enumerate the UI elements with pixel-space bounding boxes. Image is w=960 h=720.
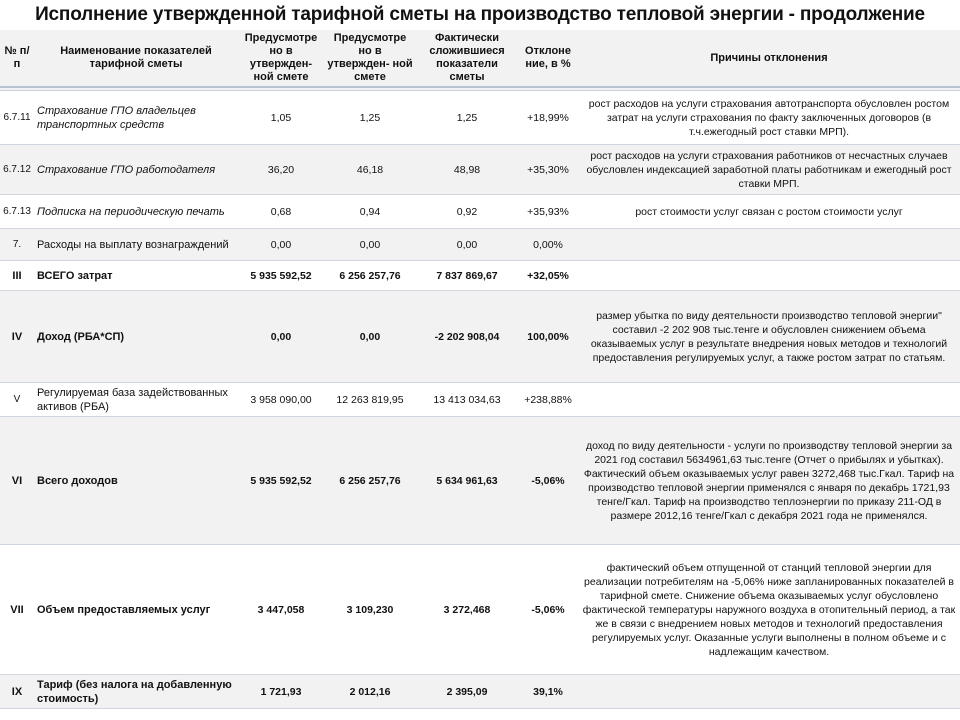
row-deviation: +32,05% xyxy=(518,261,578,291)
row-actual: 0,00 xyxy=(416,229,518,261)
header-planned: Предусмотре но в утвержден- ной смете xyxy=(238,30,324,87)
table-row xyxy=(0,417,960,545)
table-row xyxy=(0,229,960,261)
table-row xyxy=(0,91,960,145)
row-planned: 1,05 xyxy=(238,91,324,145)
row-actual: 5 634 961,63 xyxy=(416,417,518,545)
row-reason: рост стоимости услуг связан с ростом стоимости услуг xyxy=(578,195,960,229)
row-num: VI xyxy=(0,417,34,545)
header-name: Наименование показателей тарифной сметы xyxy=(34,30,238,87)
row-num: V xyxy=(0,383,34,417)
row-actual: 2 395,09 xyxy=(416,675,518,709)
row-planned-2: 46,18 xyxy=(324,145,416,195)
row-reason: рост расходов на услуги страхования автотранспорта обусловлен ростом затрат на услуги страхования по факту заключенных договоров (в т.ч.ежегодный рост ставки МРП). xyxy=(578,91,960,145)
table-row xyxy=(0,291,960,383)
row-name: Тариф (без налога на добавленную стоимость) xyxy=(34,675,238,709)
row-name: Объем предоставляемых услуг xyxy=(34,545,238,675)
row-name: Регулируемая база задействованных активов (РБА) xyxy=(34,383,238,417)
page-title: Исполнение утвержденной тарифной сметы на производство тепловой энергии - продолжение xyxy=(35,4,925,25)
header-reasons: Причины отклонения xyxy=(578,30,960,87)
table-row xyxy=(0,675,960,709)
row-planned-2: 6 256 257,76 xyxy=(324,261,416,291)
row-planned-2: 12 263 819,95 xyxy=(324,383,416,417)
row-num: 7. xyxy=(0,229,34,261)
row-deviation: 39,1% xyxy=(518,675,578,709)
row-deviation: +35,93% xyxy=(518,195,578,229)
header-deviation: Отклоне ние, в % xyxy=(518,30,578,87)
row-actual: 1,25 xyxy=(416,91,518,145)
table-row xyxy=(0,545,960,675)
row-reason: размер убытка по виду деятельности производство тепловой энергии" составил -2 202 908 тыс.тенге и обусловлен снижением объема оказываемых услуг в результате внедрения новых методов и технологий предоставления регулируемых услуг, а также ростом затрат по статьям. xyxy=(578,291,960,383)
row-planned: 5 935 592,52 xyxy=(238,261,324,291)
tariff-table xyxy=(0,30,960,709)
row-num: IV xyxy=(0,291,34,383)
row-planned: 1 721,93 xyxy=(238,675,324,709)
row-planned: 3 958 090,00 xyxy=(238,383,324,417)
row-deviation: 100,00% xyxy=(518,291,578,383)
row-reason: рост расходов на услуги страхования работников от несчастных случаев обусловлен индексацией заработной платы работникам и ежегодный рост ставки МРП. xyxy=(578,145,960,195)
row-planned: 36,20 xyxy=(238,145,324,195)
row-name: Подписка на периодическую печать xyxy=(34,195,238,229)
row-reason xyxy=(578,383,960,417)
row-num: 6.7.12 xyxy=(0,145,34,195)
row-planned-2: 0,00 xyxy=(324,229,416,261)
row-num: 6.7.11 xyxy=(0,91,34,145)
row-actual: 13 413 034,63 xyxy=(416,383,518,417)
row-planned-2: 0,00 xyxy=(324,291,416,383)
row-num: III xyxy=(0,261,34,291)
row-actual: 7 837 869,67 xyxy=(416,261,518,291)
row-planned: 0,68 xyxy=(238,195,324,229)
row-num: IX xyxy=(0,675,34,709)
table-row xyxy=(0,261,960,291)
row-reason: доход по виду деятельности - услуги по производству тепловой энергии за 2021 год составил 5634961,63 тыс.тенге (Отчет о прибылях и убытках). Фактический объем оказываемых услуг равен 3272,468 тыс.Гкал. Тариф на производство тепловой энергии применялся с января по декабрь 1721,93 тенге/Гкал. Тариф на производство теплоэнергии по приказу 211-ОД в размере 2012,16 тенге/Гкал с декабря 2021 года не применялся. xyxy=(578,417,960,545)
row-planned-2: 2 012,16 xyxy=(324,675,416,709)
row-deviation: +35,30% xyxy=(518,145,578,195)
row-planned: 0,00 xyxy=(238,229,324,261)
header-num: № п/п xyxy=(0,30,34,87)
row-planned: 5 935 592,52 xyxy=(238,417,324,545)
row-name: Страхование ГПО владельцев транспортных средств xyxy=(34,91,238,145)
row-name: ВСЕГО затрат xyxy=(34,261,238,291)
row-planned: 3 447,058 xyxy=(238,545,324,675)
row-planned-2: 1,25 xyxy=(324,91,416,145)
row-num: 6.7.13 xyxy=(0,195,34,229)
row-actual: 48,98 xyxy=(416,145,518,195)
row-planned: 0,00 xyxy=(238,291,324,383)
row-deviation: 0,00% xyxy=(518,229,578,261)
row-planned-2: 0,94 xyxy=(324,195,416,229)
row-name: Страхование ГПО работодателя xyxy=(34,145,238,195)
row-reason xyxy=(578,229,960,261)
row-actual: 3 272,468 xyxy=(416,545,518,675)
row-reason xyxy=(578,261,960,291)
row-deviation: -5,06% xyxy=(518,417,578,545)
row-planned-2: 6 256 257,76 xyxy=(324,417,416,545)
row-deviation: +238,88% xyxy=(518,383,578,417)
header-actual: Фактически сложившиеся показатели сметы xyxy=(416,30,518,87)
header-planned-2: Предусмотре но в утвержден- ной смете xyxy=(324,30,416,87)
table-row xyxy=(0,383,960,417)
row-reason: фактический объем отпущенной от станций тепловой энергии для реализации потребителям на -5,06% ниже запланированных показателей в тарифной смете. Снижение объема оказываемых услуг обусловлено фактической температуры наружного воздуха в отопительный период, а так же в связи с внедрением новых методов и технологий предоставления регулируемых услуг. Оказанные услуги выполнены в полном объеме и с надлежащим качеством. xyxy=(578,545,960,675)
row-name: Всего доходов xyxy=(34,417,238,545)
row-planned-2: 3 109,230 xyxy=(324,545,416,675)
row-actual: -2 202 908,04 xyxy=(416,291,518,383)
row-deviation: -5,06% xyxy=(518,545,578,675)
table-row xyxy=(0,145,960,195)
row-num: VII xyxy=(0,545,34,675)
row-reason xyxy=(578,675,960,709)
row-name: Расходы на выплату вознаграждений xyxy=(34,229,238,261)
row-deviation: +18,99% xyxy=(518,91,578,145)
header-row xyxy=(0,30,960,87)
row-actual: 0,92 xyxy=(416,195,518,229)
table-row xyxy=(0,195,960,229)
row-name: Доход (РБА*СП) xyxy=(34,291,238,383)
